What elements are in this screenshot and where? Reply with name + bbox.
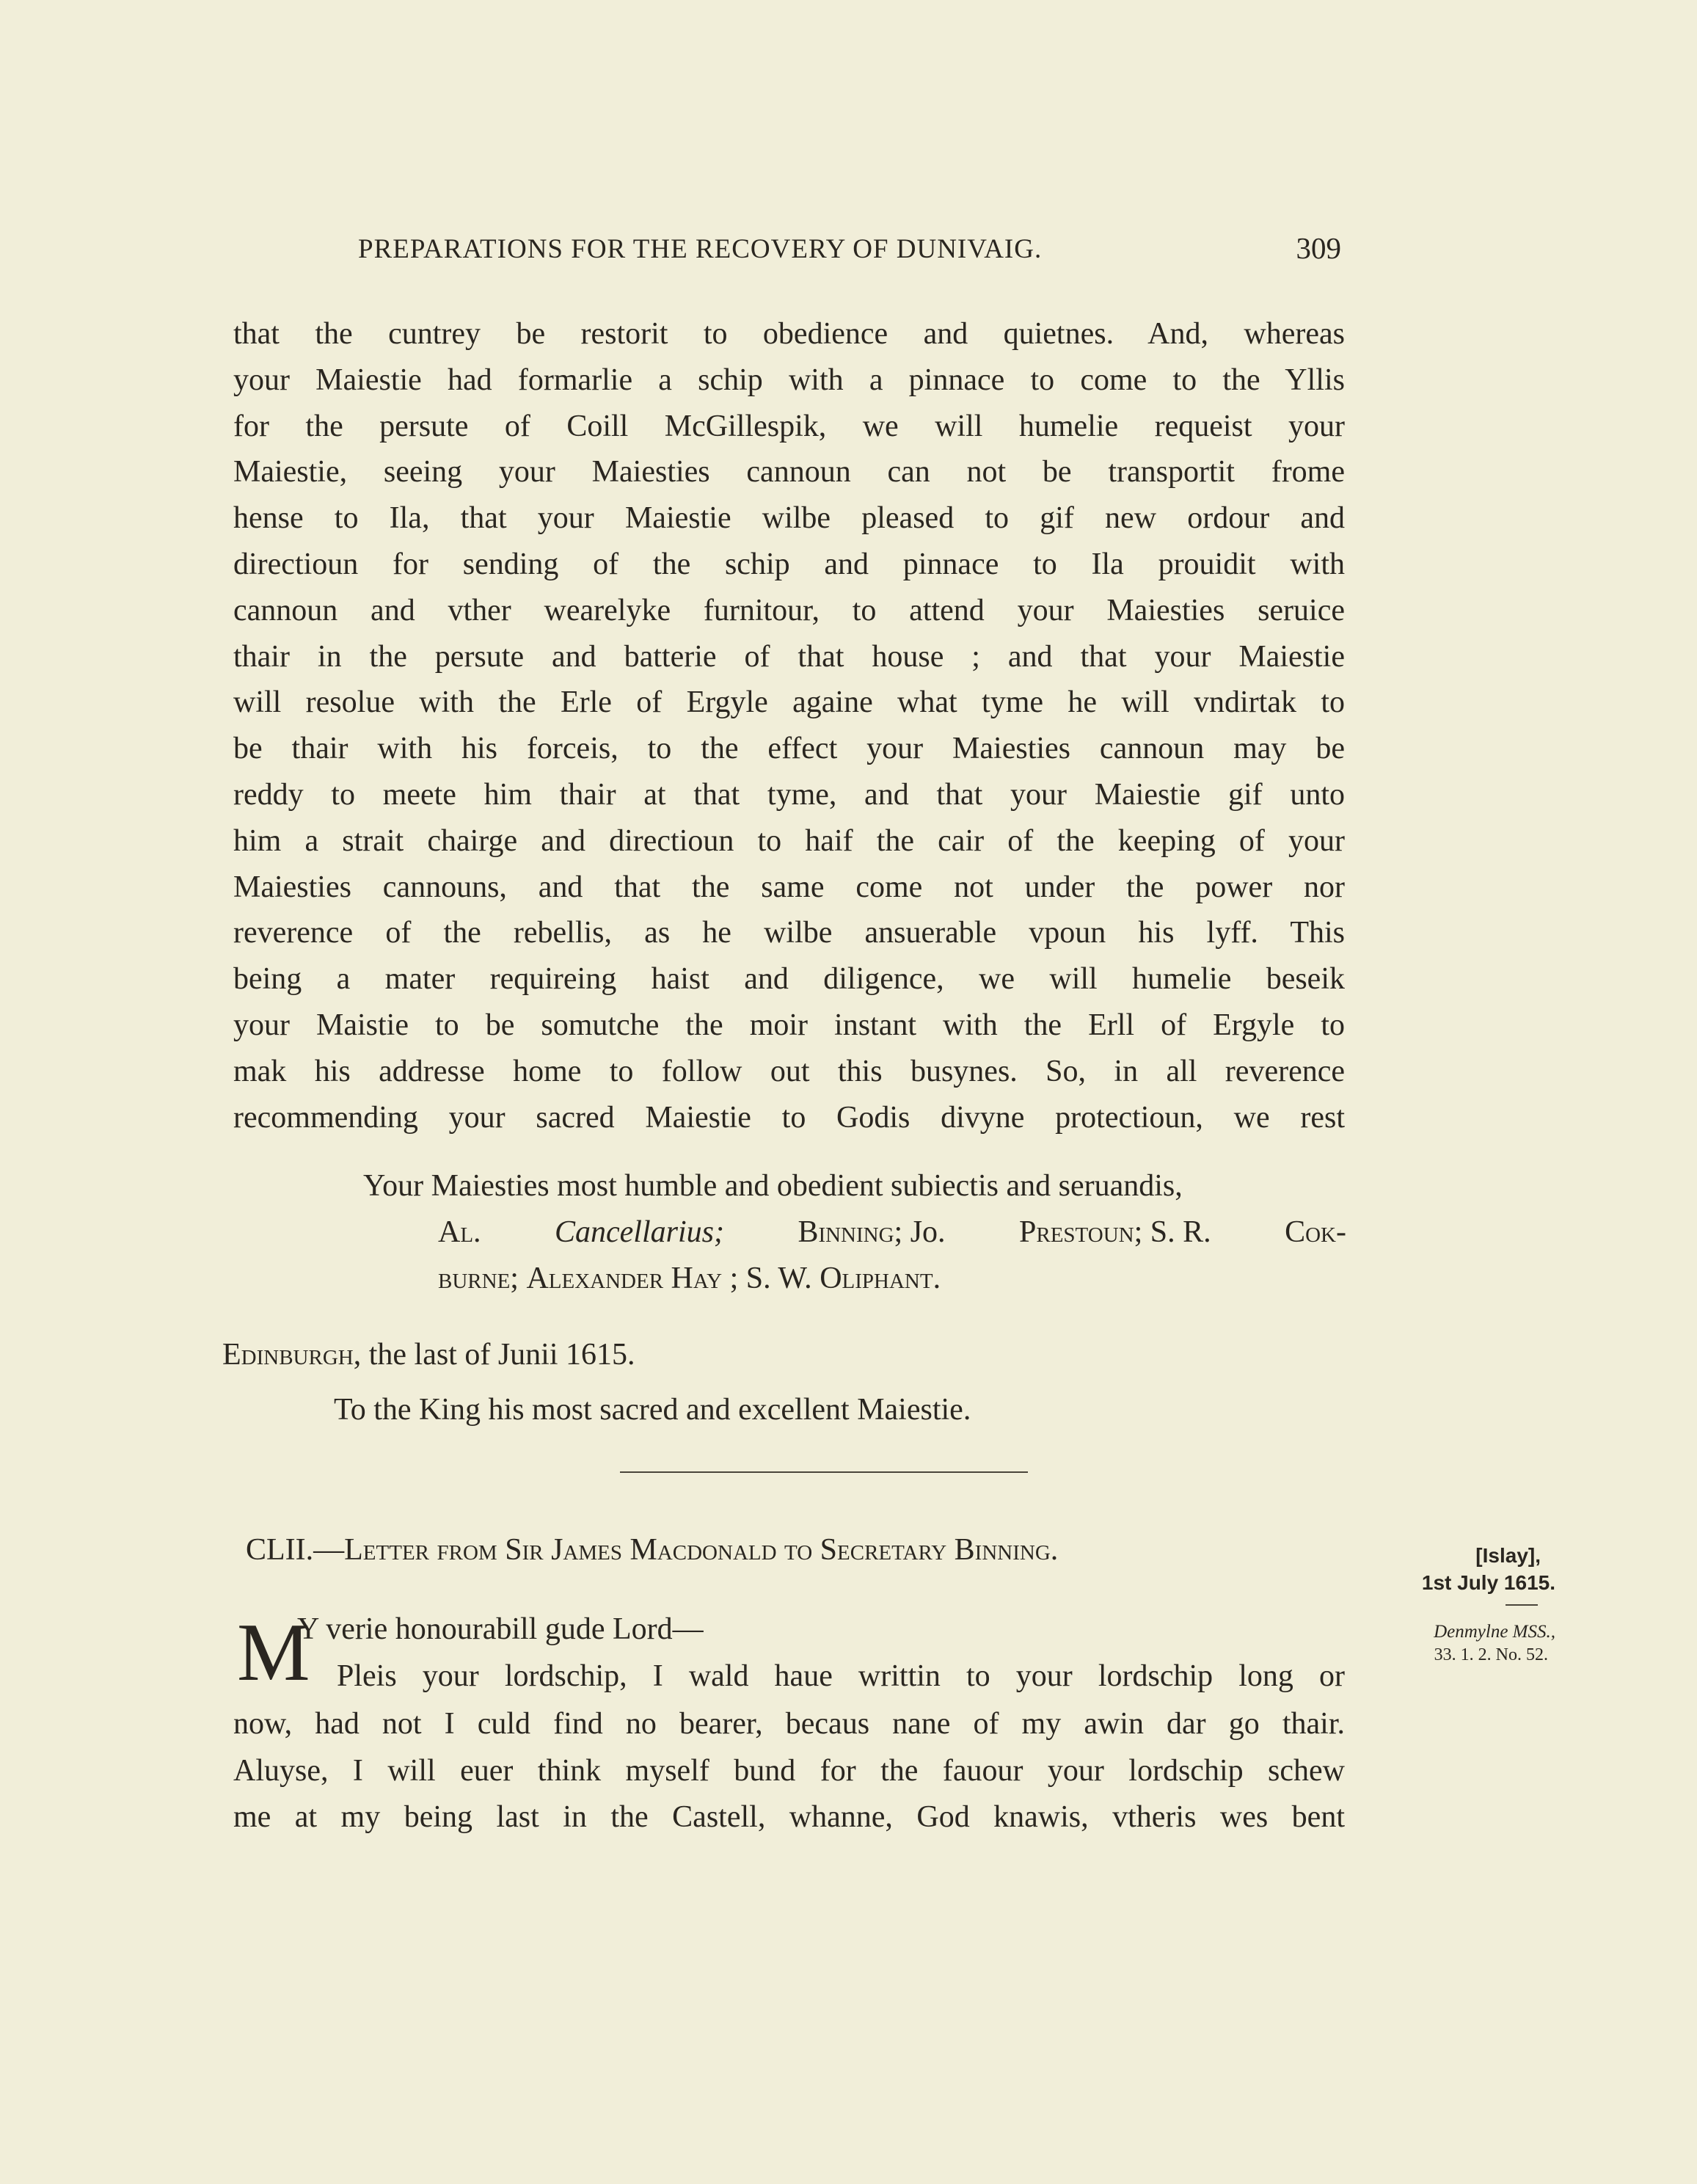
signatory-name: Oliphant: [820, 1262, 933, 1295]
body-line: that the cuntrey be restorit to obedience and quietnes. And, whereas: [233, 317, 1345, 351]
signatory-title: Cancellarius;: [555, 1215, 724, 1249]
separator: ; S. W.: [722, 1262, 820, 1295]
separator: ;: [510, 1262, 527, 1295]
margin-place: [Islay],: [1475, 1544, 1541, 1567]
signatories-line-2: [438, 1261, 941, 1296]
body-line: being a mater requireing haist and diligence, we will humelie beseik: [233, 962, 1345, 997]
margin-divider: [1506, 1604, 1538, 1606]
signatory-name: burne: [438, 1262, 511, 1295]
signatories-line-1: [438, 1215, 1346, 1250]
salutation: Y verie honourabill gude Lord—: [297, 1612, 704, 1646]
letter-line: now, had not I culd find no bearer, becaus nane of my awin dar go thair.: [233, 1707, 1345, 1741]
letter-heading: [246, 1532, 1346, 1568]
body-line: hense to Ila, that your Maiestie wilbe pleased to gif new ordour and: [233, 501, 1345, 536]
body-line: your Maiestie had formarlie a schip with a pinnace to come to the Yllis: [233, 363, 1345, 397]
running-head: [358, 233, 1341, 277]
body-line: reddy to meete him thair at that tyme, and that your Maiestie gif unto: [233, 777, 1345, 812]
letter-line: Aluyse, I will euer think myself bund for the fauour your lordschip schew: [233, 1754, 1345, 1788]
body-line: thair in the persute and batterie of that house ; and that your Maiestie: [233, 639, 1345, 674]
date-text: , the last of Junii 1615.: [353, 1338, 635, 1372]
subscription-line: Your Maiesties most humble and obedient subiectis and seruandis,: [363, 1169, 1183, 1203]
margin-date: 1st July 1615.: [1421, 1571, 1555, 1594]
margin-source: Denmylne MSS.,: [1434, 1622, 1555, 1642]
body-line: mak his addresse home to follow out this busynes. So, in all reverence: [233, 1054, 1345, 1088]
place-name: Edinburgh: [222, 1338, 354, 1372]
signatory-name: Cok-: [1285, 1215, 1346, 1249]
signatory-name: Al.: [438, 1215, 481, 1249]
signatory-name: Binning: [798, 1215, 894, 1249]
letter-line: me at my being last in the Castell, whanne, God knawis, vtheris wes bent: [233, 1800, 1345, 1834]
body-line: reverence of the rebellis, as he wilbe ansuerable vpoun his lyff. This: [233, 916, 1345, 950]
letter-line: Pleis your lordschip, I wald haue writtin to your lordschip long or: [337, 1659, 1345, 1693]
body-line: be thair with his forceis, to the effect your Maiesties cannoun may be: [233, 732, 1345, 766]
address-line: To the King his most sacred and excellent Maiestie.: [334, 1393, 971, 1427]
body-line: directioun for sending of the schip and pinnace to Ila prouidit with: [233, 547, 1345, 581]
body-line: will resolue with the Erle of Ergyle againe what tyme he will vndirtak to: [233, 685, 1345, 720]
drop-cap: M: [237, 1607, 310, 1698]
body-line: Maiesties cannouns, and that the same come not under the power nor: [233, 870, 1345, 904]
separator: .: [933, 1262, 941, 1295]
separator: ; Jo.: [894, 1215, 946, 1249]
body-line: cannoun and vther wearelyke furnitour, to attend your Maiesties seruice: [233, 593, 1345, 627]
section-divider: [620, 1471, 1028, 1473]
signatory-name: Prestoun: [1019, 1215, 1134, 1249]
body-line: him a strait chairge and directioun to haif the cair of the keeping of your: [233, 823, 1345, 858]
body-line: recommending your sacred Maiestie to Godis divyne protectioun, we rest: [233, 1100, 1345, 1135]
body-line: your Maistie to be somutche the moir instant with the Erll of Ergyle to: [233, 1008, 1345, 1042]
letter-number: CLII.—: [246, 1533, 345, 1567]
separator: ; S. R.: [1134, 1215, 1211, 1249]
letter-body-continued: [233, 311, 1345, 1140]
body-line: for the persute of Coill McGillespik, we will humelie requeist your: [233, 409, 1345, 443]
running-head-title: PREPARATIONS FOR THE RECOVERY OF DUNIVAIG.: [358, 234, 1043, 264]
body-line: Maiestie, seeing your Maiesties cannoun can not be transportit frome: [233, 455, 1345, 489]
dateline: [222, 1337, 635, 1372]
margin-reference: 33. 1. 2. No. 52.: [1434, 1645, 1548, 1664]
letter-title: Letter from Sir James Macdonald to Secretary Binning.: [344, 1533, 1059, 1567]
page-number: 309: [1296, 231, 1341, 265]
signatory-name: Alexander Hay: [526, 1262, 723, 1295]
